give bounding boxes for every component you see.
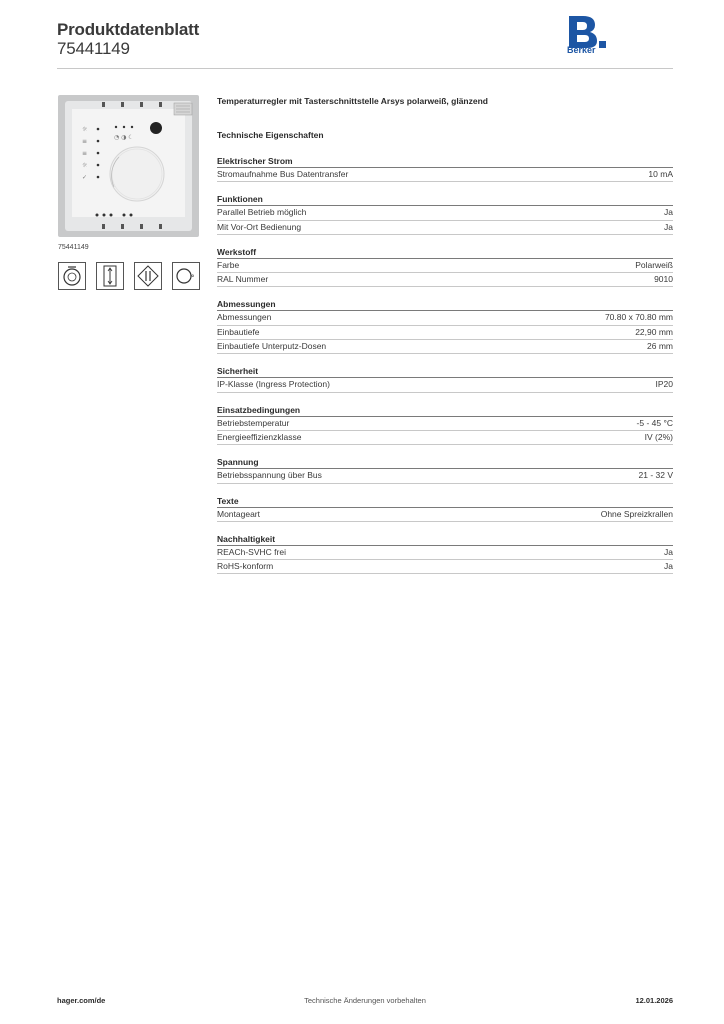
svg-text:✓: ✓ <box>82 174 88 181</box>
ruler-icon <box>96 262 124 290</box>
spec-value: 22,90 mm <box>635 326 673 337</box>
spec-value: Polarweiß <box>635 259 673 270</box>
spec-row <box>217 560 673 574</box>
dial-icon <box>58 262 86 290</box>
svg-text:☼: ☼ <box>82 162 88 169</box>
spec-row <box>217 326 673 340</box>
spec-label: REACh-SVHC frei <box>217 546 286 557</box>
spec-group <box>217 156 673 182</box>
spec-label: Energieeffizienzklasse <box>217 431 302 442</box>
spec-label: Betriebsspannung über Bus <box>217 470 322 481</box>
product-image <box>58 95 199 237</box>
spec-value: 21 - 32 V <box>638 470 673 481</box>
svg-text:☼: ☼ <box>82 126 88 133</box>
spec-value: Ohne Spreizkrallen <box>600 508 673 519</box>
header-divider <box>57 68 673 69</box>
spec-group-title: Funktionen <box>217 194 673 206</box>
spec-label: Parallel Betrieb möglich <box>217 207 307 218</box>
footer-notice: Technische Änderungen vorbehalten <box>304 996 426 1005</box>
spec-group-title: Werkstoff <box>217 247 673 259</box>
thermostat-illustration <box>58 95 199 237</box>
spec-group-title: Elektrischer Strom <box>217 156 673 168</box>
spec-value: IP20 <box>655 379 673 390</box>
spec-value: Ja <box>664 546 673 557</box>
footer-date: 12.01.2026 <box>635 996 673 1005</box>
spec-group <box>217 194 673 235</box>
spec-value: -5 - 45 °C <box>636 417 673 428</box>
spec-label: Einbautiefe Unterputz-Dosen <box>217 341 327 352</box>
spec-row <box>217 340 673 354</box>
spec-row <box>217 417 673 431</box>
spec-group-title: Spannung <box>217 457 673 469</box>
document-title: Produktdatenblatt <box>57 20 200 39</box>
image-caption: 75441149 <box>58 244 89 251</box>
svg-text:≡: ≡ <box>82 138 88 145</box>
spec-label: IP-Klasse (Ingress Protection) <box>217 379 330 390</box>
spec-row <box>217 546 673 560</box>
spec-group <box>217 534 673 575</box>
spec-group <box>217 457 673 483</box>
spec-group <box>217 366 673 392</box>
knx-rf-icon <box>134 262 162 290</box>
svg-text:◔ ◑ ☾: ◔ ◑ ☾ <box>114 134 134 141</box>
spec-group-title: Nachhaltigkeit <box>217 534 673 546</box>
spec-value: Ja <box>664 561 673 572</box>
svg-text:°: ° <box>191 274 195 282</box>
spec-value: 70.80 x 70.80 mm <box>604 312 673 323</box>
spec-group <box>217 247 673 288</box>
spec-value: Ja <box>664 207 673 218</box>
spec-group <box>217 405 673 446</box>
brand-label: Berker <box>567 45 596 55</box>
spec-label: Farbe <box>217 259 240 270</box>
page-footer <box>57 996 673 1010</box>
feature-icons <box>58 262 199 292</box>
spec-group-title: Texte <box>217 496 673 508</box>
spec-row <box>217 469 673 483</box>
spec-label: RAL Nummer <box>217 274 269 285</box>
spec-value: IV (2%) <box>644 431 673 442</box>
spec-value: 26 mm <box>647 341 673 352</box>
section-heading: Technische Eigenschaften <box>217 130 324 140</box>
spec-row <box>217 311 673 325</box>
sensor-icon <box>172 262 200 290</box>
spec-row <box>217 508 673 522</box>
spec-label: Montageart <box>217 508 260 519</box>
product-title: Temperaturregler mit Tasterschnittstelle Arsys polarweiß, glänzend <box>217 96 488 106</box>
spec-content <box>217 96 673 574</box>
spec-group-title: Abmessungen <box>217 299 673 311</box>
spec-row <box>217 431 673 445</box>
spec-label: Mit Vor-Ort Bedienung <box>217 221 302 232</box>
spec-row <box>217 378 673 392</box>
spec-value: Ja <box>664 221 673 232</box>
spec-group <box>217 496 673 522</box>
spec-group-title: Einsatzbedingungen <box>217 405 673 417</box>
spec-row <box>217 273 673 287</box>
spec-group-title: Sicherheit <box>217 366 673 378</box>
spec-groups <box>217 156 673 574</box>
footer-website-link[interactable]: hager.com/de <box>57 996 106 1005</box>
spec-row <box>217 259 673 273</box>
spec-label: Stromaufnahme Bus Datentransfer <box>217 169 349 179</box>
spec-label: RoHS-konform <box>217 561 274 572</box>
svg-text:≡: ≡ <box>82 150 88 157</box>
spec-value: 10 mA <box>648 169 673 179</box>
spec-group <box>217 299 673 354</box>
spec-value: 9010 <box>654 274 673 285</box>
spec-label: Einbautiefe <box>217 326 260 337</box>
document-number: 75441149 <box>57 39 130 58</box>
spec-row <box>217 168 673 182</box>
spec-row <box>217 206 673 220</box>
spec-label: Abmessungen <box>217 312 272 323</box>
page-header <box>57 20 673 70</box>
spec-label: Betriebstemperatur <box>217 417 290 428</box>
spec-row <box>217 221 673 235</box>
